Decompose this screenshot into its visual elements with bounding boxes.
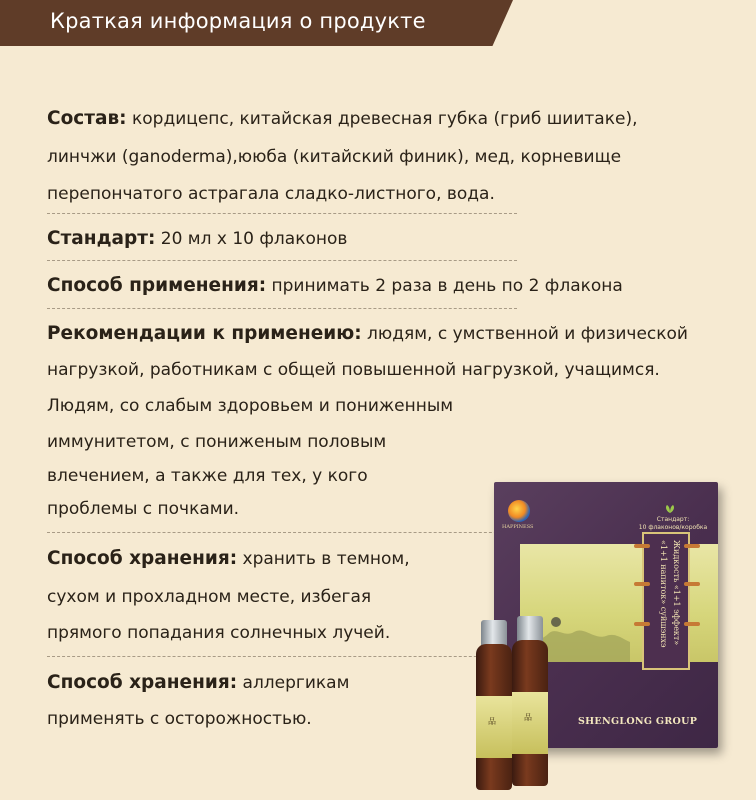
composition-text-2: линчжи (ganoderma),ююба (китайский финик), мед, корневище bbox=[47, 147, 622, 167]
bottle-label bbox=[476, 696, 512, 758]
box-standard-1: Стандарт: bbox=[656, 516, 690, 523]
recommendations-label: Рекомендации к применеию: bbox=[47, 323, 362, 344]
bottle-label bbox=[512, 692, 548, 754]
divider bbox=[47, 656, 517, 657]
composition-label: Состав: bbox=[47, 108, 127, 129]
composition-text-3: перепончатого астрагала сладко-листного, вода. bbox=[47, 184, 495, 204]
leaf-icon bbox=[664, 504, 676, 514]
storage-line-1 bbox=[47, 545, 410, 573]
composition-line-1 bbox=[47, 105, 637, 133]
panel-text: Жидкость «1+1 эффект» «1+1 напиток» суйшэнхэ bbox=[659, 540, 681, 648]
usage-value: принимать 2 раза в день по 2 флакона bbox=[266, 276, 623, 296]
logo-text: HAPPINESS bbox=[502, 524, 534, 530]
bottle-cap bbox=[481, 620, 507, 646]
page-title: Краткая информация о продукте bbox=[50, 9, 426, 33]
usage-label: Способ применения: bbox=[47, 275, 267, 296]
usage-line bbox=[47, 272, 623, 300]
recommendations-text-1: людям, с умственной и физической bbox=[361, 324, 688, 344]
product-image bbox=[468, 474, 736, 790]
recommendations-text-3: Людям, со слабым здоровьем и пониженным bbox=[47, 396, 454, 416]
caution-text-1: аллергикам bbox=[237, 673, 350, 693]
brand-name: SHENGLONG GROUP bbox=[578, 716, 698, 727]
storage-text-1: хранить в темном, bbox=[237, 549, 410, 569]
caution-text-2: применять с осторожностью. bbox=[47, 709, 312, 729]
divider bbox=[47, 213, 517, 214]
composition-text-1: кордицепс, китайская древесная губка (гриб шиитаке), bbox=[126, 109, 638, 129]
divider bbox=[47, 532, 517, 533]
standard-line bbox=[47, 225, 347, 253]
title-panel bbox=[642, 532, 690, 670]
recommendations-text-4: иммунитетом, с пониженым половым bbox=[47, 432, 387, 452]
ornament bbox=[634, 622, 650, 626]
brand-logo-icon bbox=[508, 500, 530, 522]
standard-label: Стандарт: bbox=[47, 228, 156, 249]
storage-text-2: сухом и прохладном месте, избегая bbox=[47, 587, 372, 607]
storage-text-3: прямого попадания солнечных лучей. bbox=[47, 623, 391, 643]
ornament bbox=[684, 544, 700, 548]
recommendations-text-6: проблемы с почками. bbox=[47, 499, 240, 519]
bottle-cap bbox=[517, 616, 543, 642]
caution-label: Способ хранения: bbox=[47, 672, 238, 693]
box-standard-2: 10 флаконов/коробка bbox=[638, 524, 708, 531]
caution-line-1 bbox=[47, 669, 349, 697]
recommendations-text-5: влечением, а также для тех, у кого bbox=[47, 466, 368, 486]
ornament bbox=[684, 582, 700, 586]
bottle-mark: 品 bbox=[524, 713, 532, 722]
divider bbox=[47, 260, 517, 261]
bottle bbox=[512, 616, 548, 786]
ornament bbox=[634, 544, 650, 548]
recommendations-line-1 bbox=[47, 320, 688, 348]
bottle bbox=[476, 620, 512, 790]
divider bbox=[47, 308, 517, 309]
recommendations-text-2: нагрузкой, работникам с общей повышенной нагрузкой, учащимся. bbox=[47, 360, 660, 380]
ornament bbox=[684, 622, 700, 626]
box-standard bbox=[636, 516, 710, 532]
standard-value: 20 мл x 10 флаконов bbox=[155, 229, 348, 249]
storage-label: Способ хранения: bbox=[47, 548, 238, 569]
bottle-mark: 品 bbox=[488, 717, 496, 726]
ornament bbox=[634, 582, 650, 586]
